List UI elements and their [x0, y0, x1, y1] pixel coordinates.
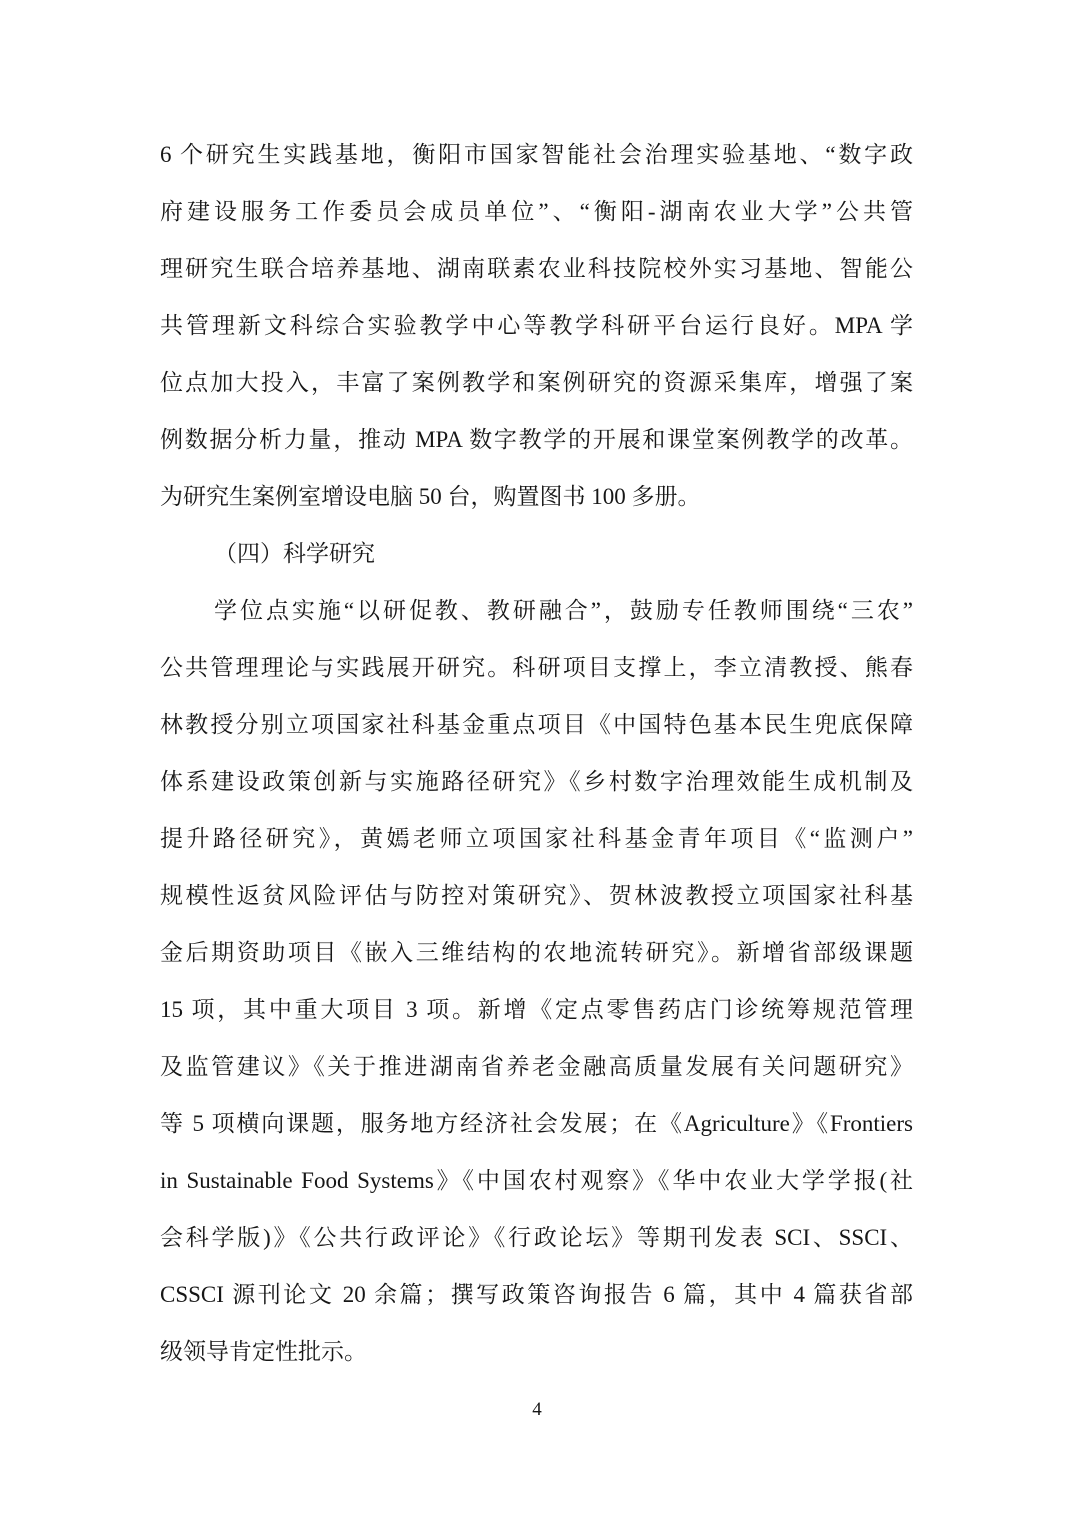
document-line: 规模性返贫风险评估与防控对策研究》、贺林波教授立项国家社科基: [160, 883, 913, 908]
document-line: 共管理新文科综合实验教学中心等教学科研平台运行良好。MPA 学: [160, 313, 913, 338]
document-line: 公共管理理论与实践展开研究。科研项目支撑上，李立清教授、熊春: [160, 655, 913, 680]
document-line: 会科学版)》《公共行政评论》《行政论坛》等期刊发表 SCI、SSCI、: [160, 1225, 913, 1250]
document-line: （四）科学研究: [214, 541, 375, 566]
document-line: 等 5 项横向课题，服务地方经济社会发展；在《Agriculture》《Frontiers: [160, 1111, 913, 1136]
document-body: [160, 126, 913, 1380]
page-footer: [0, 1396, 1074, 1424]
document-line: 级领导肯定性批示。: [160, 1339, 367, 1364]
document-line: 及监管建议》《关于推进湖南省养老金融高质量发展有关问题研究》: [160, 1054, 913, 1079]
document-line: 体系建设政策创新与实施路径研究》《乡村数字治理效能生成机制及: [160, 769, 913, 794]
document-line: 金后期资助项目《嵌入三维结构的农地流转研究》。新增省部级课题: [160, 940, 913, 965]
document-line: 6 个研究生实践基地，衡阳市国家智能社会治理实验基地、“数字政: [160, 142, 913, 167]
document-line: 林教授分别立项国家社科基金重点项目《中国特色基本民生兜底保障: [160, 712, 913, 737]
document-line: CSSCI 源刊论文 20 余篇；撰写政策咨询报告 6 篇，其中 4 篇获省部: [160, 1282, 913, 1307]
document-line: 理研究生联合培养基地、湖南联素农业科技院校外实习基地、智能公: [160, 256, 913, 281]
document-line: 位点加大投入，丰富了案例教学和案例研究的资源采集库，增强了案: [160, 370, 913, 395]
page-number: 4: [532, 1399, 542, 1420]
document-line: 15 项，其中重大项目 3 项。新增《定点零售药店门诊统筹规范管理: [160, 997, 913, 1022]
document-line: 提升路径研究》，黄嫣老师立项国家社科基金青年项目《“监测户”: [160, 826, 913, 851]
document-line: 府建设服务工作委员会成员单位”、“衡阳-湖南农业大学”公共管: [160, 199, 913, 224]
document-line: 例数据分析力量，推动 MPA 数字教学的开展和课堂案例教学的改革。: [160, 427, 913, 452]
document-line: in Sustainable Food Systems》《中国农村观察》《华中农业大学学报(社: [160, 1168, 913, 1193]
document-line: 学位点实施“以研促教、教研融合”，鼓励专任教师围绕“三农”: [214, 598, 913, 623]
document-line: 为研究生案例室增设电脑 50 台，购置图书 100 多册。: [160, 484, 701, 509]
